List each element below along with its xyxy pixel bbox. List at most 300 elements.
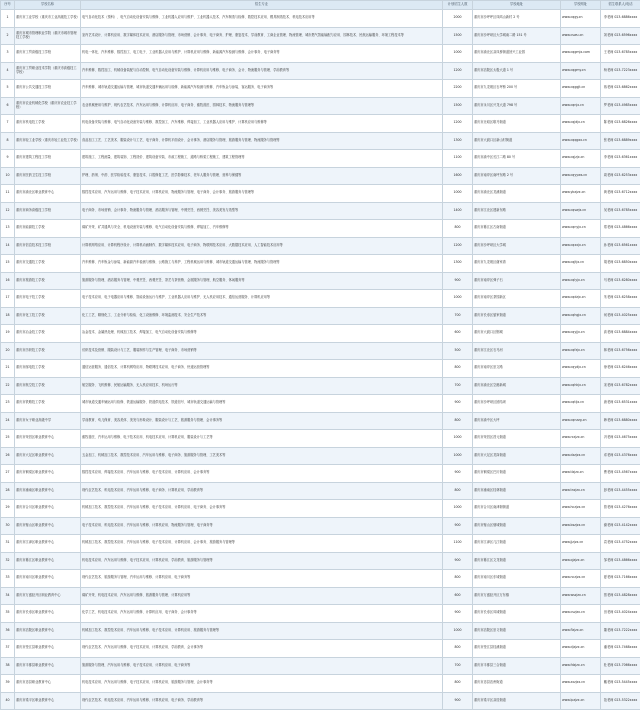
school-majors: 现代农艺技术、机电技术应用、汽车运用与维修、计算机应用、电子商务、学前教育等 xyxy=(81,692,443,710)
school-majors: 汽车维修、汽车钣金与涂装、新能源汽车检测与维修、公路施工与养护、工程机械运用与维修、城市轨道交通运输与管理、物流服务与管理等 xyxy=(81,255,443,273)
school-plan: 900 xyxy=(443,465,473,483)
school-plan: 900 xyxy=(443,517,473,535)
row-index: 39 xyxy=(1,675,15,693)
header-majors: 招生专业 xyxy=(81,1,443,10)
school-majors: 煤矿开采、机电技术应用、汽车运用与维修、旅游服务与管理、计算机应用等 xyxy=(81,587,443,605)
header-school-name: 学校名称 xyxy=(15,1,81,10)
school-plan: 900 xyxy=(443,692,473,710)
school-plan: 800 xyxy=(443,360,473,378)
school-address: 重庆市綦江区古南街道 xyxy=(473,220,561,238)
school-website[interactable]: www.jjzjzx.cn xyxy=(561,535,601,553)
school-contact: 徐老师 023-6246xxxx xyxy=(601,360,640,378)
school-address: 重庆市涪陵区崇义街道 xyxy=(473,622,561,640)
school-website[interactable]: www.fdzjzx.cn xyxy=(561,657,601,675)
school-plan: 1500 xyxy=(443,97,473,115)
school-name: 重庆市南川区职业教育中心 xyxy=(15,570,81,588)
school-website[interactable]: www.cqxxjx.cn xyxy=(561,237,601,255)
school-address: 重庆市丰都县三合街道 xyxy=(473,657,561,675)
table-row xyxy=(1,412,640,430)
table-row xyxy=(1,272,640,290)
table-row xyxy=(1,307,640,325)
table-row xyxy=(1,675,640,693)
table-row xyxy=(1,552,640,570)
school-address: 重庆市渝北区龙溪街道 xyxy=(473,185,561,203)
table-row xyxy=(1,640,640,658)
school-name: 重庆市建筑工程技工学校 xyxy=(15,150,81,168)
row-index: 10 xyxy=(1,167,15,185)
table-row xyxy=(1,587,640,605)
school-majors: 数控技术应用、焊接技术应用、汽车运用与维修、电子技术应用、计算机应用、会计事务等 xyxy=(81,465,443,483)
school-address: 重庆市渝北区空港新城 xyxy=(473,377,561,395)
school-plan: 1200 xyxy=(443,115,473,133)
table-row xyxy=(1,255,640,273)
school-contact: 蔡老师 023-4828xxxx xyxy=(601,587,640,605)
school-contact: 朱老师 023-6258xxxx xyxy=(601,290,640,308)
table-row xyxy=(1,27,640,45)
school-website[interactable]: www.dzzjzx.cn xyxy=(561,447,601,465)
school-contact: 曹老师 023-4567xxxx xyxy=(601,465,640,483)
row-index: 1 xyxy=(1,10,15,28)
table-row xyxy=(1,202,640,220)
school-address: 重庆市荣昌区昌元街道 xyxy=(473,430,561,448)
row-index: 22 xyxy=(1,377,15,395)
school-contact: 蒋老师 023-6862xxxx xyxy=(601,80,640,98)
table-row xyxy=(1,657,640,675)
school-majors: 现代农艺技术、机电技术应用、汽车运用与维修、电子商务、计算机应用、学前教育等 xyxy=(81,482,443,500)
row-index: 27 xyxy=(1,465,15,483)
school-name: 重庆市冶金技工学校 xyxy=(15,325,81,343)
school-plan: 900 xyxy=(443,395,473,413)
school-website[interactable]: www.cswu.cn xyxy=(561,27,601,45)
table-row xyxy=(1,45,640,63)
school-majors: 冶金技术、金属热处理、机械加工技术、焊接加工、电气自动化设备安装与维修等 xyxy=(81,325,443,343)
school-website[interactable]: www.cqfzjx.cn xyxy=(561,342,601,360)
table-row xyxy=(1,622,640,640)
school-website[interactable]: www.cqhgjx.cn xyxy=(561,307,601,325)
school-name: 重庆市万盛经开区职业教育中心 xyxy=(15,587,81,605)
row-index: 34 xyxy=(1,587,15,605)
school-plan: 800 xyxy=(443,220,473,238)
school-website[interactable]: www.flzjzx.cn xyxy=(561,622,601,640)
school-name: 重庆市江津区职业教育中心 xyxy=(15,535,81,553)
school-plan: 1200 xyxy=(443,62,473,80)
table-row xyxy=(1,377,640,395)
school-majors: 煤矿开采、矿井通风与安全、机电设备安装与维修、电气自动化设备安装与维修、焊接加工、汽车维修等 xyxy=(81,220,443,238)
row-index: 9 xyxy=(1,150,15,168)
header-plan: 计划招生人数 xyxy=(443,1,473,10)
school-name: 重庆市荣昌区职业教育中心 xyxy=(15,430,81,448)
school-majors: 机械加工技术、数控技术应用、汽车运用与维修、电子技术应用、计算机应用、电子商务、会计事务等 xyxy=(81,500,443,518)
school-website[interactable]: www.cszjzx.cn xyxy=(561,605,601,623)
school-address: 重庆市南岸区南坪东路 2 号 xyxy=(473,167,561,185)
school-majors: 电气自动化技术（预科）、电气自动化设备安装与维修、工业机器人应用与维护、工业机器人技术、汽车制造与检修、数控技术应用、模具制造技术、机电技术应用等 xyxy=(81,10,443,28)
school-name: 重庆市合川区职业教育中心 xyxy=(15,500,81,518)
school-majors: 汽车维修、数控加工、机械设备装配与自动控制、电气自动化设备安装与维修、计算机应用与维修、电子商务、会计、物流服务与管理、学前教育等 xyxy=(81,62,443,80)
table-row xyxy=(1,97,640,115)
row-index: 14 xyxy=(1,237,15,255)
school-address: 重庆市万盛经开区万东镇 xyxy=(473,587,561,605)
school-plan: 700 xyxy=(443,307,473,325)
school-majors: 机械加工技术、数控技术应用、汽车运用与维修、电子技术应用、计算机应用、会计事务、旅游服务与管理等 xyxy=(81,535,443,553)
school-majors: 旅游服务与管理、酒店服务与管理、中餐烹饪、西餐烹饪、茶艺与茶营销、会展服务与管理、航空服务、休闲服务等 xyxy=(81,272,443,290)
row-index: 31 xyxy=(1,535,15,553)
school-contact: 曾老师 023-4276xxxx xyxy=(601,500,640,518)
row-index: 25 xyxy=(1,430,15,448)
school-contact: 夏老师 023-7166xxxx xyxy=(601,570,640,588)
school-name: 重庆市商务高级技工学校 xyxy=(15,202,81,220)
school-website[interactable]: www.cqdzjx.cn xyxy=(561,290,601,308)
school-majors: 纺织技术及营销、服装设计与工艺、服装制作与生产管理、电子商务、市场营销等 xyxy=(81,342,443,360)
school-plan: 1000 xyxy=(443,447,473,465)
school-plan: 800 xyxy=(443,482,473,500)
school-contact: 冯老师 023-4675xxxx xyxy=(601,430,640,448)
school-address: 重庆市大足区龙岗街道 xyxy=(473,447,561,465)
school-website[interactable]: www.cqgy.cn xyxy=(561,10,601,28)
school-address: 重庆市南岸区崇文路 xyxy=(473,360,561,378)
school-contact: 林老师 023-6756xxxx xyxy=(601,342,640,360)
row-index: 35 xyxy=(1,605,15,623)
school-contact: 戴老师 023-5445xxxx xyxy=(601,675,640,693)
school-address: 重庆市永川区兴龙大道 798 号 xyxy=(473,97,561,115)
school-name: 重庆市大足区职业教育中心 xyxy=(15,447,81,465)
school-plan: 1300 xyxy=(443,132,473,150)
school-plan: 900 xyxy=(443,552,473,570)
school-website[interactable]: www.cqydjx.cn xyxy=(561,360,601,378)
school-name: 重庆市潼南区职业教育中心 xyxy=(15,482,81,500)
school-contact: 陈老师 023-6826xxxx xyxy=(601,115,640,133)
school-majors: 化学工艺、机电技术应用、汽车运用与维修、计算机应用、电子商务、会计事务等 xyxy=(81,605,443,623)
school-majors: 机电技术应用、汽车运用与维修、电子技术应用、计算机应用、学前教育、旅游服务与管理等 xyxy=(81,552,443,570)
school-name: 重庆市垫江县职业教育中心 xyxy=(15,640,81,658)
school-contact: 李老师 023-6361xxxx xyxy=(601,150,640,168)
header-index: 序号 xyxy=(1,1,15,10)
table-row xyxy=(1,115,640,133)
table-row xyxy=(1,500,640,518)
school-plan: 1000 xyxy=(443,185,473,203)
school-website[interactable]: www.zxzjzx.cn xyxy=(561,675,601,693)
school-majors: 数控技术应用、汽车运用与维修、电子技术应用、计算机应用、物流服务与管理、电子商务、会计事务、旅游服务与管理等 xyxy=(81,185,443,203)
table-row xyxy=(1,10,640,28)
school-plan: 1000 xyxy=(443,622,473,640)
table-row xyxy=(1,62,640,80)
school-address: 重庆市渝北区双凤桥街道回兴工业园 xyxy=(473,45,561,63)
school-website[interactable]: www.cqgmjx.com xyxy=(561,45,601,63)
school-website[interactable]: www.cqggjt.cn xyxy=(561,80,601,98)
school-majors: 汽车维修、城市轨道交通运输与管理、城市轨道交通车辆运用与检修、新能源汽车检测与维修、汽车钣金与涂装、客运服务、电子商务等 xyxy=(81,80,443,98)
school-majors: 化工工艺、精细化工、工业分析与检验、化工设备维修、环境监测技术、安全生产技术等 xyxy=(81,307,443,325)
table-row xyxy=(1,290,640,308)
table-row xyxy=(1,132,640,150)
school-name: 重庆市公共交通技工学校 xyxy=(15,80,81,98)
school-majors: 电子商务、市场营销、会计事务、物流服务与管理、酒店服务与管理、中餐烹饪、西餐烹饪、美容美发与造型等 xyxy=(81,202,443,220)
table-row xyxy=(1,325,640,343)
row-index: 11 xyxy=(1,185,15,203)
school-address: 重庆市南岸区茶园新区 xyxy=(473,290,561,308)
school-address: 重庆市长寿区晏家街道 xyxy=(473,307,561,325)
row-index: 7 xyxy=(1,115,15,133)
school-website[interactable]: www.cqjzjx.cn xyxy=(561,150,601,168)
school-contact: 郑老师 023-4866xxxx xyxy=(601,220,640,238)
school-majors: 机电技术应用、汽车运用与维修、电子技术应用、计算机应用、旅游服务与管理、会计事务等 xyxy=(81,675,443,693)
school-name: 重庆市綦江区职业教育中心 xyxy=(15,552,81,570)
row-index: 8 xyxy=(1,132,15,150)
table-row xyxy=(1,360,640,378)
school-plan: 800 xyxy=(443,570,473,588)
table-row xyxy=(1,395,640,413)
school-majors: 电子技术应用、电子电器应用与维修、智能设备运行与维护、工业机器人应用与维护、无人机应用技术、通信运营服务、计算机应用等 xyxy=(81,290,443,308)
table-row xyxy=(1,150,640,168)
school-contact: 杜老师 023-7066xxxx xyxy=(601,657,640,675)
school-address: 重庆市璧山区璧城街道 xyxy=(473,517,561,535)
school-majors: 室内艺术设计、计算机应用、数字媒体技术应用、酒店服务与管理、市场营销、会计事务、电子商务、护理、康复技术、学前教育、工商企业管理、物流管理、城市燃气智能输配与应用、园林技术、民航运输服务、环境工程技术等 xyxy=(81,27,443,45)
row-index: 37 xyxy=(1,640,15,658)
school-contact: 高老师 023-6884xxxx xyxy=(601,325,640,343)
table-row xyxy=(1,692,640,710)
school-address: 重庆市垫江县桂溪街道 xyxy=(473,640,561,658)
school-address: 重庆市大渡口区新山村街道 xyxy=(473,132,561,150)
school-name: 重庆市忠县职业教育中心 xyxy=(15,675,81,693)
school-majors: 电子技术应用、机电技术应用、汽车运用与维修、计算机应用、物流服务与管理、电子商务等 xyxy=(81,517,443,535)
school-name: 重庆市化工技工学校 xyxy=(15,307,81,325)
row-index: 20 xyxy=(1,342,15,360)
school-contact: 范老师 023-5322xxxx xyxy=(601,692,640,710)
school-plan: 500 xyxy=(443,342,473,360)
header-contact: 招生联系人/电话 xyxy=(601,1,640,10)
table-row xyxy=(1,517,640,535)
school-contact: 刘老师 023-6596xxxx xyxy=(601,27,640,45)
school-plan: 1500 xyxy=(443,27,473,45)
school-name: 重庆市铜梁区职业教育中心 xyxy=(15,465,81,483)
school-plan: 900 xyxy=(443,272,473,290)
school-address: 重庆市大渡口区钢城 xyxy=(473,325,561,343)
school-plan: 1100 xyxy=(443,535,473,553)
row-index: 16 xyxy=(1,272,15,290)
school-website[interactable]: www.tlzjzx.cn xyxy=(561,465,601,483)
school-website[interactable]: www.cqgmy.cn xyxy=(561,62,601,80)
school-website[interactable]: www.wszjzx.cn xyxy=(561,587,601,605)
school-address: 重庆市渝中区长江二路 80 号 xyxy=(473,150,561,168)
row-index: 36 xyxy=(1,622,15,640)
table-row xyxy=(1,220,640,238)
school-plan: 1300 xyxy=(443,255,473,273)
row-index: 13 xyxy=(1,220,15,238)
table-row xyxy=(1,237,640,255)
school-address: 重庆市涪陵区太极大道 1 号 xyxy=(473,62,561,80)
school-contact: 罗老师 023-4985xxxx xyxy=(601,97,640,115)
school-plan: 1400 xyxy=(443,202,473,220)
row-index: 38 xyxy=(1,657,15,675)
school-plan: 600 xyxy=(443,325,473,343)
table-body xyxy=(1,10,640,710)
school-website[interactable]: www.qjzjzx.cn xyxy=(561,552,601,570)
school-majors: 通信运营服务、通信技术、计算机网络应用、物联网技术应用、电子商务、快递运营管理等 xyxy=(81,360,443,378)
school-name: 重庆市梁平区职业教育中心 xyxy=(15,692,81,710)
school-plan: 2200 xyxy=(443,80,473,98)
school-name: 重庆市机电技工学校 xyxy=(15,115,81,133)
school-name: 重庆市农业机械化学校（重庆市农业技工学校） xyxy=(15,97,81,115)
school-contact: 潘老师 023-7468xxxx xyxy=(601,640,640,658)
school-website[interactable]: www.cqjdjx.cn xyxy=(561,115,601,133)
school-address: 重庆市九龙坡区石坪桥 200 号 xyxy=(473,80,561,98)
school-contact: 彭老师 023-4455xxxx xyxy=(601,482,640,500)
table-header-row xyxy=(1,1,640,10)
school-website[interactable]: www.nczjzx.cn xyxy=(561,570,601,588)
school-website[interactable]: www.cqnjx.cn xyxy=(561,97,601,115)
school-contact: 韩老师 023-6880xxxx xyxy=(601,412,640,430)
school-contact: 宋老师 023-6782xxxx xyxy=(601,377,640,395)
school-website[interactable]: www.hczjzx.cn xyxy=(561,500,601,518)
school-plan: 1000 xyxy=(443,45,473,63)
school-majors: 城市轨道交通车辆运用与检修、铁道运输服务、铁道供电技术、铁道信号、城市轨道交通运输与管理等 xyxy=(81,395,443,413)
school-website[interactable]: www.djzjzx.cn xyxy=(561,640,601,658)
row-index: 18 xyxy=(1,307,15,325)
row-index: 15 xyxy=(1,255,15,273)
school-name: 重庆市旅游技工学校 xyxy=(15,272,81,290)
row-index: 24 xyxy=(1,412,15,430)
school-address: 重庆市梁平区双桂街道 xyxy=(473,692,561,710)
school-majors: 旅游服务与管理、汽车运用与维修、电子技术应用、计算机应用、电子商务等 xyxy=(81,657,443,675)
school-contact: 周老师 023-6253xxxx xyxy=(601,167,640,185)
school-address: 重庆市渝中区大坪 xyxy=(473,412,561,430)
school-majors: 计算机网络应用、计算机程序设计、计算机动画制作、数字媒体技术应用、电子商务、物联网技术应用、大数据技术应用、人工智能技术应用等 xyxy=(81,237,443,255)
school-address: 重庆市江北区建新东路 xyxy=(473,202,561,220)
school-website[interactable]: www.rczjzx.cn xyxy=(561,430,601,448)
school-address: 重庆市合川区南津街街道 xyxy=(473,500,561,518)
school-name: 重庆市工业学校（重庆市工业高级技工学校） xyxy=(15,10,81,28)
school-majors: 五金加工、机械加工技术、数控技术应用、汽车运用与维修、电子商务、旅游服务与管理、工艺美术等 xyxy=(81,447,443,465)
table-row xyxy=(1,482,640,500)
school-address: 重庆市沙坪坪区凤鸣山新村 2 号 xyxy=(473,10,561,28)
row-index: 32 xyxy=(1,552,15,570)
school-contact: 唐老师 023-6531xxxx xyxy=(601,395,640,413)
school-majors: 畜牧兽医、汽车运用与维修、电子技术应用、机电技术应用、计算机应用、服装设计与工艺等 xyxy=(81,430,443,448)
school-majors: 航空服务、飞机维修、民航运输服务、无人机应用技术、机场运行等 xyxy=(81,377,443,395)
school-majors: 机电设备安装与维修、电气自动化设备安装与维修、数控加工、汽车维修、焊接加工、工业机器人应用与维护、计算机应用与维修等 xyxy=(81,115,443,133)
row-index: 12 xyxy=(1,202,15,220)
school-name: 重庆市长寿区职业教育中心 xyxy=(15,605,81,623)
school-plan: 900 xyxy=(443,605,473,623)
school-majors: 食品加工工艺、工艺美术、服装设计与工艺、电子商务、计算机平面设计、会计事务、酒店服务与管理、旅游服务与管理、物流服务与管理等 xyxy=(81,132,443,150)
table-row xyxy=(1,185,640,203)
table-row xyxy=(1,80,640,98)
school-plan: 700 xyxy=(443,657,473,675)
school-majors: 建筑施工、工程测量、建筑装饰、工程造价、建筑设备安装、市政工程施工、道路与桥梁工程施工、建筑工程管理等 xyxy=(81,150,443,168)
school-address: 重庆市忠县忠州街道 xyxy=(473,675,561,693)
school-contact: 李老师 023-6886xxxx xyxy=(601,10,640,28)
table-row xyxy=(1,167,640,185)
school-address: 重庆市南川区东城街道 xyxy=(473,570,561,588)
school-website[interactable]: www.bszjzx.cn xyxy=(561,517,601,535)
school-contact: 何老师 023-4025xxxx xyxy=(601,307,640,325)
school-contact: 田老师 023-4024xxxx xyxy=(601,605,640,623)
school-name: 重庆市信息技术技工学校 xyxy=(15,237,81,255)
school-name: 重庆市邮电技工学校 xyxy=(15,360,81,378)
table-row xyxy=(1,342,640,360)
school-website[interactable]: www.cqlyjx.cn xyxy=(561,272,601,290)
school-website[interactable]: www.cqnzzg.cn xyxy=(561,412,601,430)
school-name: 重庆市轻工业学校（重庆市轻工业技工学校） xyxy=(15,132,81,150)
school-address: 重庆市沙坪坝区团结坝 xyxy=(473,395,561,413)
row-index: 30 xyxy=(1,517,15,535)
school-contact: 吴老师 023-6785xxxx xyxy=(601,202,640,220)
school-website[interactable]: www.lpzjzx.cn xyxy=(561,692,601,710)
row-index: 5 xyxy=(1,80,15,98)
row-index: 21 xyxy=(1,360,15,378)
row-index: 17 xyxy=(1,290,15,308)
school-contact: 邹老师 023-4866xxxx xyxy=(601,552,640,570)
school-address: 重庆市长寿区凤城街道 xyxy=(473,605,561,623)
school-plan: 800 xyxy=(443,675,473,693)
school-contact: 王老师 023-6785xxxx xyxy=(601,45,640,63)
table-row xyxy=(1,535,640,553)
school-address: 重庆市沙坪坝区大学城 xyxy=(473,237,561,255)
school-website[interactable]: www.cqyyws.cn xyxy=(561,167,601,185)
school-website[interactable]: www.cqtljx.cn xyxy=(561,395,601,413)
row-index: 6 xyxy=(1,97,15,115)
school-plan: 1000 xyxy=(443,290,473,308)
school-address: 重庆市九龙坡区谢家湾 xyxy=(473,255,561,273)
school-plan: 1000 xyxy=(443,430,473,448)
school-majors: 机械加工技术、数控技术应用、汽车运用与维修、电子技术应用、计算机应用、旅游服务与管理等 xyxy=(81,622,443,640)
school-plan: 1200 xyxy=(443,237,473,255)
school-contact: 张老师 023-6889xxxx xyxy=(601,132,640,150)
school-majors: 机电一体化、汽车维修、数控加工、电工电子、工业机器人应用与维护、计算机应用与维修、新能源汽车检测与维修、会计事务、电子商务等 xyxy=(81,45,443,63)
row-index: 28 xyxy=(1,482,15,500)
school-contact: 孙老师 023-6561xxxx xyxy=(601,237,640,255)
school-contact: 马老师 023-6280xxxx xyxy=(601,272,640,290)
school-name: 重庆市能源技工学校 xyxy=(15,220,81,238)
school-contact: 邓老师 023-4376xxxx xyxy=(601,447,640,465)
school-address: 重庆市铜梁区巴川街道 xyxy=(473,465,561,483)
school-plan: 800 xyxy=(443,640,473,658)
school-plan: 700 xyxy=(443,377,473,395)
school-website[interactable]: www.cqnyjx.cn xyxy=(561,220,601,238)
school-address: 重庆市江北区石马河 xyxy=(473,342,561,360)
school-contact: 董老师 023-7222xxxx xyxy=(601,622,640,640)
school-website[interactable]: www.ybzjzx.cn xyxy=(561,185,601,203)
school-name: 重庆市女子职业高级中学 xyxy=(15,412,81,430)
school-name: 重庆市丰都县职业教育中心 xyxy=(15,657,81,675)
school-majors: 学前教育、幼儿保育、美容美体、美发与形象设计、服装设计与工艺、旅游服务与管理、会计事务等 xyxy=(81,412,443,430)
school-website[interactable]: www.cqswjx.cn xyxy=(561,202,601,220)
school-address: 重庆市江津区几江街道 xyxy=(473,535,561,553)
school-name: 重庆市铁路技工学校 xyxy=(15,395,81,413)
school-plan: 600 xyxy=(443,587,473,605)
row-index: 3 xyxy=(1,45,15,63)
school-plan: 2000 xyxy=(443,10,473,28)
school-name: 重庆市纺织技工学校 xyxy=(15,342,81,360)
school-contact: 杨老师 023-7223xxxx xyxy=(601,62,640,80)
school-address: 重庆市潼南区桂林街道 xyxy=(473,482,561,500)
row-index: 26 xyxy=(1,447,15,465)
table-row xyxy=(1,605,640,623)
school-website[interactable]: www.cqqgxx.cn xyxy=(561,132,601,150)
school-contact: 谢老师 023-4142xxxx xyxy=(601,517,640,535)
school-address: 重庆市沙坪坝区大学城南二路 151 号 xyxy=(473,27,561,45)
header-address: 学校地址 xyxy=(473,1,561,10)
school-majors: 现代农艺技术、汽车运用与维修、电子技术应用、计算机应用、学前教育、会计事务等 xyxy=(81,640,443,658)
table-row xyxy=(1,430,640,448)
school-website[interactable]: www.cqjtjx.cn xyxy=(561,255,601,273)
school-website[interactable]: www.tnzjzx.cn xyxy=(561,482,601,500)
school-plan: 1600 xyxy=(443,167,473,185)
row-index: 19 xyxy=(1,325,15,343)
row-index: 29 xyxy=(1,500,15,518)
row-index: 4 xyxy=(1,62,15,80)
school-website[interactable]: www.cqhkjx.cn xyxy=(561,377,601,395)
school-website[interactable]: www.cqyjjx.cn xyxy=(561,325,601,343)
school-name: 重庆市航空技工学校 xyxy=(15,377,81,395)
